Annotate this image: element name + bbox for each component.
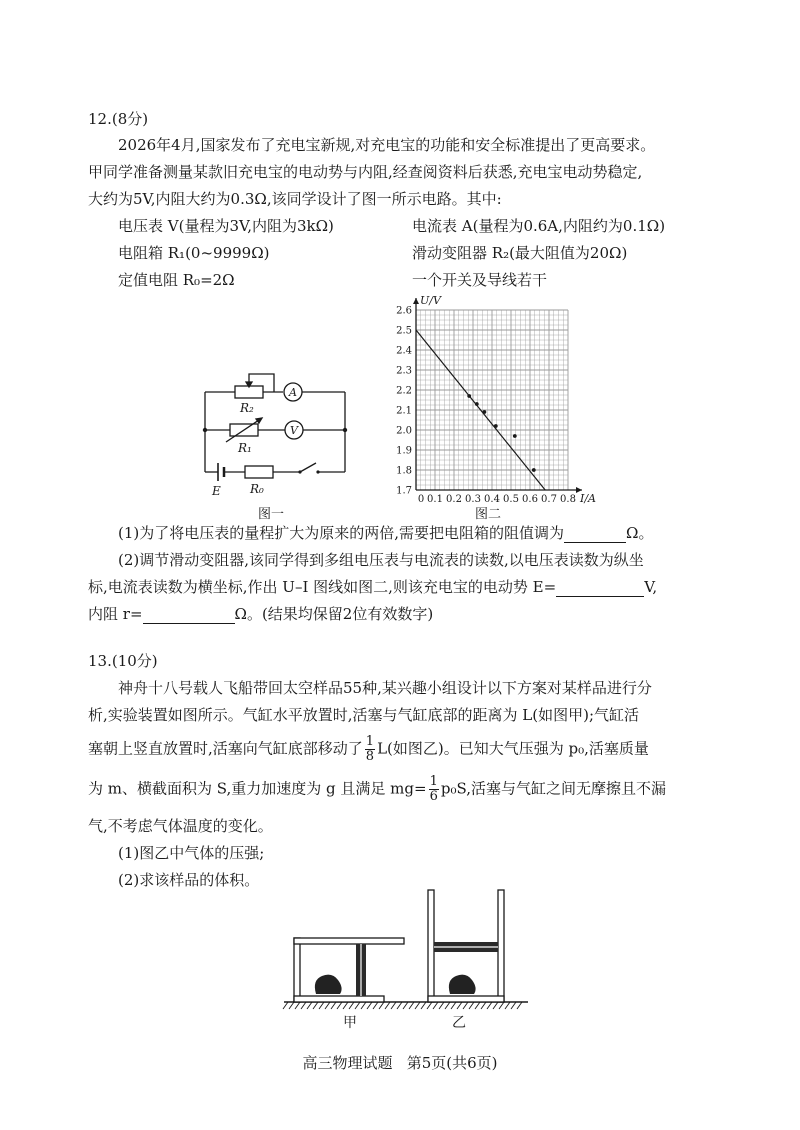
- hatch-line: [313, 1002, 318, 1009]
- hatch-line: [331, 1002, 336, 1009]
- y-axis-label: U/V: [420, 294, 441, 307]
- q13-line4-a: 为 m、横截面积为 S,重力加速度为 g 且满足 mg=: [88, 779, 427, 798]
- q13-para-line-4: [88, 775, 666, 804]
- page-footer: 高三物理试题 第5页(共6页): [302, 1054, 498, 1072]
- equip-fixed-resistor: 定值电阻 R₀=2Ω: [118, 271, 235, 289]
- figure-jia-label: 甲: [343, 1015, 357, 1031]
- q13-line4-b: p₀S,活塞与气缸之间无摩擦且不漏: [440, 779, 666, 798]
- hatch-line: [415, 1002, 420, 1009]
- q12-sub2-emf-text: 标,电流表读数为横坐标,作出 U–I 图线如图二,则该充电宝的电动势 E=: [88, 578, 557, 596]
- equip-rheostat: 滑动变阻器 R₂(最大阻值为20Ω): [412, 244, 628, 262]
- y-tick-label: 2.1: [396, 405, 412, 417]
- hatch-line: [337, 1002, 342, 1009]
- hatch-line: [325, 1002, 330, 1009]
- hatch-line: [361, 1002, 366, 1009]
- hatch-line: [451, 1002, 456, 1009]
- r1-label: R₁: [238, 441, 252, 455]
- y-tick-label: 2.5: [396, 325, 412, 337]
- hatch-line: [349, 1002, 354, 1009]
- q12-intro-line-3: 大约为5V,内阻大约为0.3Ω,该同学设计了图一所示电路。其中:: [88, 190, 502, 208]
- x-tick-label: 0.5: [503, 494, 519, 505]
- y-tick-label: 2.3: [396, 365, 412, 377]
- hatch-line: [289, 1002, 294, 1009]
- emf-answer-blank[interactable]: [556, 578, 644, 597]
- data-point: [513, 434, 517, 438]
- x-tick-label: 0.7: [541, 494, 557, 505]
- hatch-line: [301, 1002, 306, 1009]
- q12-sub1-blank[interactable]: [564, 524, 626, 543]
- ammeter-label: A: [289, 386, 297, 399]
- y-tick-label: 1.9: [396, 445, 412, 457]
- hatch-line: [367, 1002, 372, 1009]
- hatch-line: [385, 1002, 390, 1009]
- sample-rock-left: [315, 975, 342, 994]
- resistance-answer-blank[interactable]: [143, 605, 235, 624]
- data-point: [532, 468, 536, 472]
- x-tick-label: 0.1: [427, 494, 443, 505]
- hatch-line: [379, 1002, 384, 1009]
- hatch-line: [457, 1002, 462, 1009]
- hatch-line: [475, 1002, 480, 1009]
- equip-switch-wires: 一个开关及导线若干: [412, 271, 548, 289]
- q12-sub2-r-unit: Ω。(结果均保留2位有效数字): [234, 605, 434, 623]
- r2-label: R₂: [240, 401, 254, 415]
- fraction-one-sixth: [429, 775, 439, 804]
- hatch-line: [433, 1002, 438, 1009]
- frac1-numerator: 1: [365, 734, 375, 749]
- circuit-diagram: [190, 362, 360, 502]
- x-tick-label: 0: [417, 494, 425, 505]
- frac2-denominator: 6: [429, 789, 438, 804]
- x-tick-label: 0.4: [484, 494, 500, 505]
- hatch-line: [469, 1002, 474, 1009]
- y-tick-label: 1.8: [396, 465, 412, 477]
- q12-header: 12.(8分): [88, 110, 149, 128]
- y-tick-label: 1.7: [396, 485, 412, 497]
- q12-sub1-text: (1)为了将电压表的量程扩大为原来的两倍,需要把电阻箱的阻值调为: [118, 524, 565, 542]
- hatch-line: [445, 1002, 450, 1009]
- q12-sub2-line-3: [88, 603, 433, 624]
- hatch-line: [511, 1002, 516, 1009]
- figure-yi-label: 乙: [452, 1015, 466, 1031]
- q13-line3-a: 塞朝上竖直放置时,活塞向气缸底部移动了: [88, 739, 363, 758]
- cylinder-figures: [282, 880, 532, 1030]
- hatch-line: [463, 1002, 468, 1009]
- q13-para-line-1: 神舟十八号载人飞船带回太空样品55种,某兴趣小组设计以下方案对某样品进行分: [118, 679, 652, 697]
- resistor-r0: [245, 466, 273, 478]
- x-tick-label: 0.3: [465, 494, 481, 505]
- hatch-line: [403, 1002, 408, 1009]
- y-tick-label: 2.6: [396, 305, 412, 317]
- x-tick-label: 0.2: [446, 494, 462, 505]
- emf-label: E: [212, 484, 221, 498]
- equip-resistance-box: 电阻箱 R₁(0~9999Ω): [118, 244, 270, 262]
- data-point: [483, 410, 487, 414]
- q12-sub1: [118, 522, 653, 543]
- frac2-numerator: 1: [429, 774, 438, 789]
- x-tick-label: 0.6: [522, 494, 538, 505]
- voltmeter-label: V: [290, 424, 298, 437]
- equip-voltmeter: 电压表 V(量程为3V,内阻为3kΩ): [118, 217, 334, 235]
- q13-para-line-3: [88, 735, 649, 764]
- hatch-line: [493, 1002, 498, 1009]
- q12-sub2-line-2: [88, 576, 657, 597]
- hatch-line: [355, 1002, 360, 1009]
- data-point: [467, 394, 471, 398]
- hatch-line: [499, 1002, 504, 1009]
- q12-sub1-unit: Ω。: [626, 524, 654, 542]
- fraction-one-eighth: [365, 735, 375, 764]
- q12-intro-line-2: 甲同学准备测量某款旧充电宝的电动势与内阻,经查阅资料后获悉,充电宝电动势稳定,: [88, 163, 643, 181]
- hatch-line: [409, 1002, 414, 1009]
- hatch-line: [439, 1002, 444, 1009]
- hatch-line: [481, 1002, 486, 1009]
- hatch-line: [421, 1002, 426, 1009]
- data-point: [494, 424, 498, 428]
- figure2-caption: 图二: [475, 507, 502, 522]
- hatch-line: [307, 1002, 312, 1009]
- q12-sub2-r-text: 内阻 r=: [88, 605, 143, 623]
- q12-intro-line-1: 2026年4月,国家发布了充电宝新规,对充电宝的功能和安全标准提出了更高要求。: [118, 136, 656, 154]
- hatch-line: [373, 1002, 378, 1009]
- ground-hatching: [283, 1002, 522, 1009]
- q13-line3-b: L(如图乙)。已知大气压强为 p₀,活塞质量: [377, 739, 649, 758]
- chart-axes: [413, 298, 582, 493]
- hatch-line: [343, 1002, 348, 1009]
- q12-sub2-line-1: (2)调节滑动变阻器,该同学得到多组电压表与电流表的读数,以电压表读数为纵坐: [118, 551, 644, 569]
- u-i-chart: [388, 290, 613, 508]
- y-tick-label: 2.2: [396, 385, 412, 397]
- x-axis-label: I/A: [580, 492, 596, 505]
- y-tick-label: 2.4: [396, 345, 412, 357]
- data-point: [475, 402, 479, 406]
- q13-para-line-5: 气,不考虑气体温度的变化。: [88, 817, 273, 835]
- hatch-line: [487, 1002, 492, 1009]
- hatch-line: [427, 1002, 432, 1009]
- frac1-denominator: 8: [365, 749, 375, 764]
- q13-sub1: (1)图乙中气体的压强;: [118, 844, 265, 862]
- q12-sub2-emf-unit: V,: [644, 578, 658, 596]
- hatch-line: [505, 1002, 510, 1009]
- q13-sub2: (2)求该样品的体积。: [118, 871, 260, 889]
- hatch-line: [283, 1002, 288, 1009]
- sample-rock-right: [449, 975, 476, 994]
- switch-symbol: [300, 463, 316, 472]
- cylinder-vertical: [428, 890, 504, 1002]
- figure1-caption: 图一: [258, 507, 285, 522]
- y-tick-label: 2.0: [396, 425, 412, 437]
- cylinder-horizontal: [294, 938, 404, 1002]
- x-tick-label: 0.8: [560, 494, 576, 505]
- q13-header: 13.(10分): [88, 652, 158, 670]
- hatch-line: [319, 1002, 324, 1009]
- hatch-line: [295, 1002, 300, 1009]
- hatch-line: [391, 1002, 396, 1009]
- q13-para-line-2: 析,实验装置如图所示。气缸水平放置时,活塞与气缸底部的距离为 L(如图甲);气缸活: [88, 706, 640, 724]
- equip-ammeter: 电流表 A(量程为0.6A,内阻约为0.1Ω): [412, 217, 666, 235]
- y-axis-arrow: [413, 298, 419, 304]
- r0-label: R₀: [250, 482, 264, 496]
- hatch-line: [517, 1002, 522, 1009]
- hatch-line: [397, 1002, 402, 1009]
